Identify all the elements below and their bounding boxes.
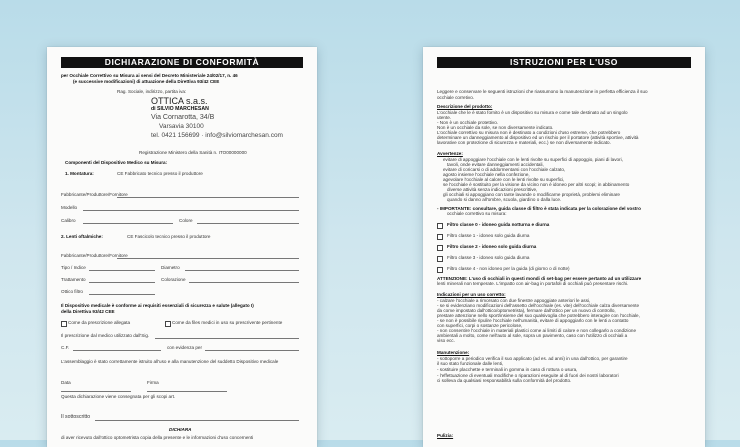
declaration-text: di aver ricevuto dall'ottico optometrista copia della presente e le informazioni d'uso concernenti: [61, 435, 254, 440]
prescriber-field[interactable]: [155, 338, 299, 339]
lens-diameter-field[interactable]: [185, 270, 299, 271]
warning-1b: tavoli, onde evitare danneggiamenti accidentali,: [447, 162, 544, 167]
frame-manufacturer-field[interactable]: [117, 197, 299, 198]
attention-line-2: lenti minerali non temperate. L'impatto con air-bag in portafoli di occhiali può presentare rischi.: [437, 281, 629, 286]
lens-coloration-label: Colorazione: [161, 277, 186, 282]
lens-label: 2. Lenti oftalmiche:: [61, 234, 103, 239]
with-label: con evidenza per: [167, 345, 202, 350]
maintenance-2: il suo stato funzionale dalle lenti,: [437, 361, 504, 366]
lens-manufacturer-field[interactable]: [117, 258, 299, 259]
description-line-2: utente.: [437, 115, 452, 120]
frame-label: 1. Montatura:: [65, 171, 94, 176]
warning-5: se l'occhiale è sostituito per la visione da vicino non è idoneo per altri scopi; in abbinamento: [443, 182, 630, 187]
description-line-4: Non è un occhiale da sole, se non diversamente indicato.: [437, 125, 554, 130]
indication-2: - se si evidenziano modificazioni dell'assetto dell'occhiale (es. vite) dell'occhiale calza diversamente: [437, 303, 640, 308]
lens-treatment-field[interactable]: [89, 282, 155, 283]
frame-color-field[interactable]: [197, 223, 299, 224]
lens-other-field[interactable]: [89, 294, 155, 295]
description-heading: Descrizione del prodotto:: [437, 104, 493, 109]
instructions-sheet: [423, 47, 705, 447]
important-note-b: occhiale correttivo su misura:: [447, 211, 507, 216]
copy-note: Questa dichiarazione viene consegnata per gli scopi art.: [61, 394, 176, 399]
warning-6: gli occhiali si appoggiano con tante lavande o modificarne proprietà, problemi eliminare: [443, 192, 620, 197]
components-title: Componenti del Dispositivo Medico su Misura:: [65, 160, 168, 165]
lens-treatment-label: Trattamento: [61, 277, 86, 282]
files-option-label: Come da files medici in uso su prescrivente pertinente: [172, 320, 283, 325]
conformity-line-2: della Direttiva 93/42 CEE: [61, 309, 115, 314]
prescription-option-label: Come da prescrizione allegata: [68, 320, 131, 325]
company-name: OTTICA s.a.s.: [151, 96, 208, 106]
warning-4: agevolare l'occhiale al calore con le lenti rivolte su superfici,: [443, 177, 565, 182]
filter-class-2-checkbox[interactable]: [437, 245, 443, 251]
important-note: - IMPORTANTE: consultare, guida classe di filtro è stata indicata per la colorazione del vostro: [437, 206, 641, 211]
filter-class-0-label: Filtro classe 0 - idoneo guida notturna e diurna: [447, 222, 550, 227]
frame-size-label: Calibro: [61, 218, 76, 223]
lens-ce-mark: CE Fascicolo tecnico presso il produttore: [127, 234, 211, 239]
frame-model-label: Modello: [61, 205, 78, 210]
frame-ce-mark: CE Fabbricato tecnico presso il produttore: [117, 171, 203, 176]
warning-5b: diverse attività senza indicazioni prescrittive,: [447, 187, 538, 192]
cleaning-heading: Pulizia:: [437, 433, 454, 438]
filter-class-1-checkbox[interactable]: [437, 234, 443, 240]
maintenance-5: ci solleva da qualsiasi responsabilità sulla conformità del prodotto.: [437, 378, 572, 383]
right-intro-2: occhiale corretivo.: [437, 95, 475, 100]
prescription-checkbox[interactable]: [61, 321, 67, 327]
right-intro-1: Leggere e conservare le seguenti istruzioni che riassumono la manutenzione in perfetta efficienza il suo: [437, 89, 648, 94]
indication-5: - se non è possibile ripulire l'occhiale nell'umanità, evitare di appoggiarlo con le lenti a contatto: [437, 318, 629, 323]
date-field[interactable]: [61, 391, 131, 392]
indications-heading: Indicazioni per un uso corretto:: [437, 292, 506, 297]
company-owner: di SILVIO MARCHESAN: [151, 106, 209, 112]
signature-label: Firma: [147, 380, 159, 385]
frame-color-label: Colore: [179, 218, 193, 223]
filter-class-3-label: Filtro classe 3 - idoneo solo guida diurna: [447, 255, 530, 260]
cf-label: C.F.: [61, 345, 70, 350]
warning-3: agosto insieme l'occhiale nella confezione,: [443, 172, 530, 177]
warning-1: evitare di appoggiare l'occhiale con le lenti rivolte su superfici di appoggio, piani di lavori,: [443, 157, 623, 162]
description-line-7: lavorative con protezione di sicurezza e materiali, ecc.) se non diversamente indicato.: [437, 140, 611, 145]
attention-line-1: ATTENZIONE: L'uso di occhiali in questi mondi di set-bag per essere pertanto ad un utilizzare: [437, 276, 642, 281]
prescriber-label: Il prescrizione dal medico utilizzato dall'Sig.: [61, 333, 150, 338]
signature-field[interactable]: [147, 391, 227, 392]
files-checkbox[interactable]: [165, 321, 171, 327]
responsibility-text: L'assemblaggio è stato correttamente istruito all'uso e alla manutenzione del suddetto Dispositivo medicale: [61, 359, 279, 364]
warning-2: evitare di coricarsi o di addormentarsi con l'occhiale calzato,: [443, 167, 566, 172]
cf-field[interactable]: [73, 350, 161, 351]
declaration-title: DICHIARA: [169, 427, 192, 432]
frame-size-field[interactable]: [83, 223, 173, 224]
left-title: DICHIARAZIONE DI CONFORMITÀ: [61, 57, 303, 68]
indication-8: ambientali a molto, come nell'auto al sole, sopra un pavimento, caso con l'utilizzo di occhiali a: [437, 333, 628, 338]
maintenance-3: - sostituire placchette e terminali in gomma in caso di rottura o usura,: [437, 367, 578, 372]
indication-1: - calzare l'occhiale a rimorsato con due finestre appoggiate anteriori le assi,: [437, 298, 591, 303]
undersigned-label: Il sottoscritto: [61, 414, 91, 420]
lens-manufacturer-label: Fabbricante/Produttore/Fornitore: [61, 253, 128, 258]
warnings-heading: Avvertenze:: [437, 151, 463, 156]
description-line-5: L'occhiale correttivo su misura non è destinato a condizioni d'uso estreme, che potrebbero: [437, 130, 621, 135]
with-field[interactable]: [205, 350, 299, 351]
conformity-declaration-sheet: [47, 47, 317, 447]
lens-type-label: Tipo / Indice: [61, 265, 86, 270]
filter-class-4-checkbox[interactable]: [437, 267, 443, 273]
filter-class-2-label: Filtro classe 2 - idoneo solo guida diurna: [447, 244, 537, 249]
registration-number: Registrazione Ministero della Sanità n. ITO00000000: [139, 150, 247, 155]
company-contact: tel. 0421 156699 · info@silviomarchesan.com: [151, 132, 283, 139]
right-title: ISTRUZIONI PER L'USO: [437, 57, 691, 68]
lens-type-field[interactable]: [89, 270, 155, 271]
filter-class-4-label: Filtro classe 4 - non idoneo per la guida (di giorno o di notte): [447, 266, 570, 271]
description-line-1: L'occhiale che le è stato fornito è un dispositivo su misura e come tale destinato ad un singolo: [437, 110, 628, 115]
maintenance-heading: Manutenzione:: [437, 350, 470, 355]
description-line-3: - Non è un occhiale protettivo.: [437, 120, 499, 125]
indication-7: - non consentire l'occhiale in materiali plastici come ai limiti di calore e non collegarlo a condizione: [437, 328, 637, 333]
left-intro-1: per Occhiale Correttivo su Misura ai sensi del Decreto Ministeriale 24/02/17, n. 46: [61, 73, 238, 78]
maintenance-1: - sottoporre a periodico verifica il suo applicato (ad es. ad anni) in una dall'ottico, per garantire: [437, 356, 628, 361]
company-city: Varsavia 30100: [159, 123, 204, 130]
filter-class-1-label: Filtro classe 1 - idoneo solo guida diurna: [447, 233, 530, 238]
left-intro-3: Rag. Sociale, indirizzo, partita iva:: [117, 89, 187, 94]
frame-manufacturer-label: Fabbricante/Produttore/Fornitore: [61, 192, 128, 197]
date-label: Data: [61, 380, 71, 385]
lens-coloration-field[interactable]: [189, 282, 299, 283]
frame-model-field[interactable]: [83, 210, 299, 211]
maintenance-4: - l'effettuazione di eventuali modifiche o riparazioni eseguite al di fuori dei nostri laboratori: [437, 373, 619, 378]
indication-9: viso ecc.: [437, 338, 455, 343]
indication-4: prestare attenzione nello sport/insieme del suo qualsivoglia che potrebbero interagire con l'occhiale,: [437, 313, 640, 318]
lens-other-label: Ottico filtro: [61, 289, 83, 294]
conformity-line-1: Il Dispositivo medicale è conforme ai requisiti essenziali di sicurezza e salute (allegato I): [61, 303, 254, 308]
left-intro-2: (e successive modificazioni) di attuazione della Direttiva 93/42 CEE: [73, 79, 220, 84]
filter-class-3-checkbox[interactable]: [437, 256, 443, 262]
company-address: Via Cornarotta, 34/B: [151, 114, 215, 121]
description-line-6: determinare un danneggiamento al dispositivo ed un rischio per il portatore (attività sportive, attività: [437, 135, 639, 140]
indication-6: con superfici, corpi o sostanze pericolose,: [437, 323, 523, 328]
undersigned-field[interactable]: [95, 420, 299, 421]
indication-3: da come impostato dall'ottico/optometrista), fermare dall'ottico per un nuovo di controllo,: [437, 308, 616, 313]
warning-6b: quando si danno all'ombre, scuola, giardino o dalla luce.: [447, 197, 562, 202]
lens-diameter-label: Diametro: [161, 265, 180, 270]
filter-class-0-checkbox[interactable]: [437, 223, 443, 229]
